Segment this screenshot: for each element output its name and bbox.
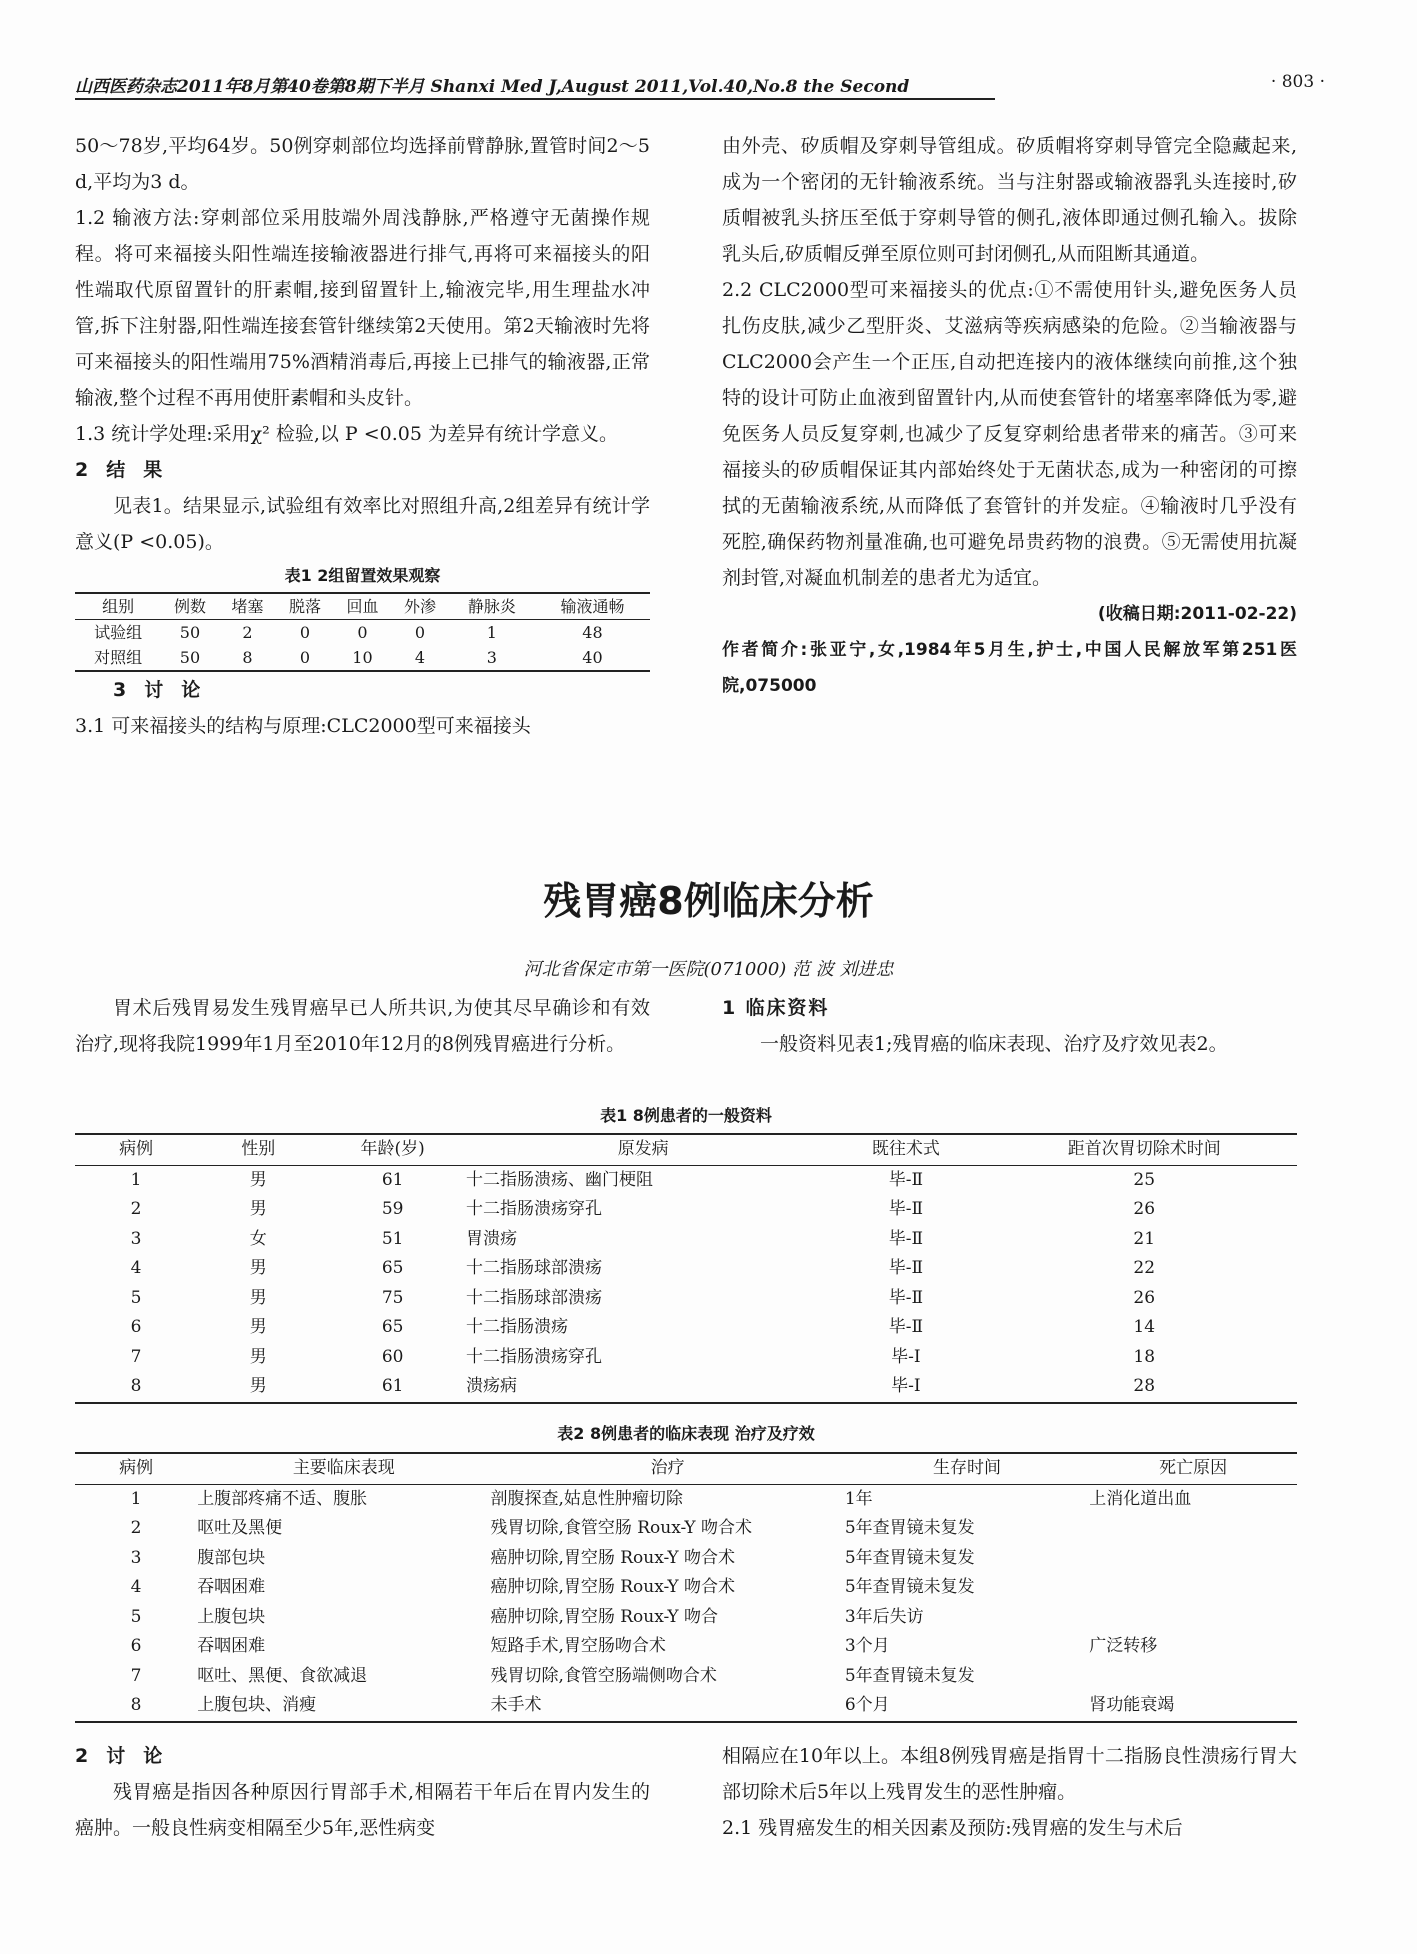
cell: 溃疡病 xyxy=(466,1376,517,1396)
cell: 上消化道出血 xyxy=(1089,1488,1192,1509)
header-rule xyxy=(75,98,995,100)
article-title: 残胃癌8例临床分析 xyxy=(543,879,874,923)
cell: 21 xyxy=(1133,1228,1156,1249)
header-cell: 病例 xyxy=(119,1139,154,1159)
paragraph: 由外壳、矽质帽及穿刺导管组成。矽质帽将穿刺导管完全隐藏起来,成为一个密闭的无针输液系统。当与注射器或输液器乳头连接时,矽质帽被乳头挤压至低于穿刺导管的侧孔,液体即通过侧孔输入。拔除乳头后,矽质帽反弹至原位则可封闭侧孔,从而阻断其通道。 xyxy=(722,135,1297,265)
cell: 残胃切除,食管空肠 Roux-Y 吻合术 xyxy=(490,1518,753,1538)
table-row xyxy=(75,1573,1297,1603)
paragraph: 2.2 CLC2000型可来福接头的优点:①不需使用针头,避免医务人员扎伤皮肤,减少乙型肝炎、艾滋病等疾病感染的危险。②当输液器与CLC2000会产生一个正压,自动把连接内的液体继续向前推,这个独特的设计可防止血液到留置针内,从而使套管针的堵塞率降低为零,避免医务人员反复穿刺,也减少了反复穿刺给患者带来的痛苦。③可来福接头的矽质帽保证其内部始终处于无菌状态,成为一种密闭的可擦拭的无菌输液系统,从而降低了套管针的并发症。④输液时几乎没有死腔,确保药物剂量准确,也可避免昂贵药物的浪费。⑤无需使用抗凝剂封管,对凝血机制差的患者尤为适宜。 xyxy=(722,279,1297,589)
article-affiliation: 河北省保定市第一医院(071000) 范 波 刘进忠 xyxy=(523,959,894,980)
table-row xyxy=(75,1691,1297,1722)
cell: 0 xyxy=(299,648,311,667)
table-row xyxy=(75,1254,1297,1284)
cell: 65 xyxy=(381,1258,404,1278)
cell: 22 xyxy=(1133,1258,1156,1278)
cell: 6个月 xyxy=(844,1695,890,1715)
cell: 0 xyxy=(357,623,368,642)
cell: 8 xyxy=(130,1695,142,1715)
cell: 2 xyxy=(130,1518,142,1538)
cell: 40 xyxy=(582,648,603,667)
cell: 毕-Ⅱ xyxy=(888,1317,924,1337)
header-cell: 性别 xyxy=(241,1139,276,1159)
author-bio: 作者简介:张亚宁,女,1984年5月生,护士,中国人民解放军第251医院,075000 xyxy=(722,640,1297,696)
cell: 0 xyxy=(299,623,311,642)
header-cell: 距首次胃切除术时间 xyxy=(1067,1139,1221,1159)
cell: 吞咽困难 xyxy=(197,1636,266,1656)
table-row xyxy=(75,1514,1297,1544)
cell: 5 xyxy=(130,1287,142,1308)
cell: 短路手术,胃空肠吻合术 xyxy=(490,1636,666,1656)
table-caption: 表1 2组留置效果观察 xyxy=(284,566,441,585)
header-cell: 治疗 xyxy=(650,1458,685,1478)
cell: 剖腹探查,姑息性肿瘤切除 xyxy=(490,1488,683,1509)
paragraph: 3.1 可来福接头的结构与原理:CLC2000型可来福接头 xyxy=(75,715,531,737)
header-cell: 回血 xyxy=(346,597,379,616)
header-cell: 原发病 xyxy=(617,1139,669,1159)
cell: 广泛转移 xyxy=(1089,1636,1158,1656)
cell xyxy=(1089,1603,1297,1633)
header-cell: 死亡原因 xyxy=(1159,1458,1228,1478)
cell: 5年查胃镜未复发 xyxy=(844,1547,975,1568)
journal-citation: 山西医药杂志2011年8月第40卷第8期下半月 Shanxi Med J,August 2011,Vol.40,No.8 the Second xyxy=(75,77,910,97)
table-row xyxy=(75,1225,1297,1255)
table-row xyxy=(75,1484,1297,1514)
table1-general-data xyxy=(75,1133,1297,1404)
table1-caption: 表1 8例患者的一般资料 xyxy=(600,1106,772,1125)
header-cell: 例数 xyxy=(173,597,206,616)
table-row xyxy=(75,1372,1297,1403)
cell: 毕-Ⅰ xyxy=(891,1376,921,1396)
cell: 18 xyxy=(1133,1346,1156,1367)
cell: 癌肿切除,胃空肠 Roux-Y 吻合术 xyxy=(490,1577,736,1597)
header-cell: 主要临床表现 xyxy=(292,1458,395,1478)
cell: 6 xyxy=(130,1317,142,1337)
header-cell: 年龄(岁) xyxy=(360,1139,425,1159)
paragraph: 50～78岁,平均64岁。50例穿刺部位均选择前臂静脉,置管时间2～5 d,平均为3 d。 xyxy=(75,135,650,193)
cell: 65 xyxy=(381,1317,404,1337)
table-row xyxy=(75,1195,1297,1225)
section-heading: 2 结 果 xyxy=(75,459,168,481)
cell: 25 xyxy=(1133,1169,1156,1190)
cell: 癌肿切除,胃空肠 Roux-Y 吻合术 xyxy=(490,1547,736,1568)
page-number: · 803 · xyxy=(1270,72,1325,92)
cell: 男 xyxy=(249,1258,267,1278)
paragraph: 见表1。结果显示,试验组有效率比对照组升高,2组差异有统计学意义(P <0.05)。 xyxy=(75,495,650,553)
cell: 上腹部疼痛不适、腹胀 xyxy=(197,1488,368,1509)
cell: 毕-Ⅱ xyxy=(888,1169,924,1190)
cell: 胃溃疡 xyxy=(466,1228,517,1249)
header-cell: 脱落 xyxy=(288,597,321,616)
cell: 上腹包块、消瘦 xyxy=(197,1695,317,1715)
cell: 75 xyxy=(381,1287,404,1308)
cell: 10 xyxy=(352,648,373,667)
table-row xyxy=(75,645,650,671)
table1-wrapper xyxy=(75,1133,1297,1404)
header-cell: 组别 xyxy=(102,597,135,616)
cell: 4 xyxy=(130,1577,142,1597)
cell: 毕-Ⅱ xyxy=(888,1228,924,1249)
header-cell: 既往术式 xyxy=(871,1139,940,1159)
paragraph: 一般资料见表1;残胃癌的临床表现、治疗及疗效见表2。 xyxy=(760,1033,1228,1055)
section-heading: 1 临床资料 xyxy=(722,997,830,1019)
cell: 50 xyxy=(179,623,201,642)
table-row xyxy=(75,1662,1297,1692)
cell: 1 xyxy=(486,623,497,642)
cell xyxy=(1089,1662,1297,1692)
cell xyxy=(1089,1573,1297,1603)
header-cell: 堵塞 xyxy=(231,597,264,616)
cell: 1 xyxy=(130,1169,142,1190)
cell: 3 xyxy=(486,648,497,667)
cell: 男 xyxy=(249,1199,267,1219)
cell: 腹部包块 xyxy=(197,1547,266,1568)
cell: 肾功能衰竭 xyxy=(1089,1695,1175,1715)
cell: 0 xyxy=(414,623,426,642)
cell: 26 xyxy=(1133,1287,1156,1308)
section-heading: 2 讨 论 xyxy=(75,1745,168,1767)
header-cell: 外渗 xyxy=(403,597,436,616)
running-header xyxy=(75,64,1337,100)
paragraph: 1.2 输液方法:穿刺部位采用肢端外周浅静脉,严格遵守无菌操作规程。将可来福接头阳性端连接输液器进行排气,再将可来福接头的阳性端取代原留置针的肝素帽,接到留置针上,输液完毕,用生理盐水冲管,拆下注射器,阳性端连接套管针继续第2天使用。第2天输液时先将可来福接头的阳性端用75%酒精消毒后,再接上已排气的输液器,正常输液,整个过程不再用使肝素帽和头皮针。 xyxy=(75,207,650,409)
cell: 试验组 xyxy=(94,623,143,642)
cell: 3年后失访 xyxy=(844,1606,924,1627)
header-cell: 生存时间 xyxy=(933,1458,1002,1478)
header-cell: 病例 xyxy=(119,1458,154,1478)
cell: 男 xyxy=(249,1376,267,1396)
paragraph: 相隔应在10年以上。本组8例残胃癌是指胃十二指肠良性溃疡行胃大部切除术后5年以上残胃发生的恶性肿瘤。 xyxy=(722,1745,1297,1803)
cell: 癌肿切除,胃空肠 Roux-Y 吻合 xyxy=(490,1606,719,1627)
table-header-row xyxy=(75,1453,1297,1484)
cell: 毕-Ⅱ xyxy=(888,1258,924,1278)
cell: 61 xyxy=(381,1376,404,1396)
table-row xyxy=(75,620,650,646)
cell: 对照组 xyxy=(94,648,143,667)
cell: 未手术 xyxy=(490,1695,542,1715)
paragraph: 2.1 残胃癌发生的相关因素及预防:残胃癌的发生与术后 xyxy=(722,1817,1183,1839)
cell: 51 xyxy=(381,1228,404,1249)
cell: 5 xyxy=(130,1606,142,1627)
cell: 毕-Ⅱ xyxy=(888,1287,924,1308)
cell: 毕-Ⅰ xyxy=(891,1346,921,1367)
table-row xyxy=(75,1313,1297,1343)
cell: 59 xyxy=(381,1199,404,1219)
cell: 2 xyxy=(130,1199,142,1219)
cell: 3 xyxy=(130,1228,142,1249)
discussion-right xyxy=(722,1738,1297,1846)
table2-wrapper xyxy=(75,1452,1297,1723)
cell: 8 xyxy=(130,1376,142,1396)
cell: 4 xyxy=(414,648,426,667)
clinical-data-section xyxy=(722,990,1297,1062)
cell: 十二指肠球部溃疡 xyxy=(466,1287,602,1308)
cell: 5年查胃镜未复发 xyxy=(844,1665,975,1686)
table-row xyxy=(75,1284,1297,1314)
cell: 毕-Ⅱ xyxy=(888,1199,924,1219)
cell xyxy=(1089,1544,1297,1574)
cell: 男 xyxy=(249,1287,267,1308)
paragraph: 胃术后残胃易发生残胃癌早已人所共识,为使其尽早确诊和有效治疗,现将我院1999年1月至2010年12月的8例残胃癌进行分析。 xyxy=(75,997,650,1055)
cell: 7 xyxy=(130,1346,142,1367)
header-cell: 静脉炎 xyxy=(467,597,516,616)
cell: 吞咽困难 xyxy=(197,1577,266,1597)
cell: 上腹包块 xyxy=(197,1606,266,1627)
cell: 男 xyxy=(249,1169,267,1190)
cell: 28 xyxy=(1133,1376,1156,1396)
table-header-row xyxy=(75,1134,1297,1165)
cell: 1 xyxy=(130,1488,142,1509)
table-row xyxy=(75,1544,1297,1574)
table-row xyxy=(75,1603,1297,1633)
cell xyxy=(1089,1514,1297,1544)
cell: 十二指肠溃疡、幽门梗阻 xyxy=(466,1169,653,1190)
received-date: (收稿日期:2011-02-22) xyxy=(1097,604,1297,624)
cell: 8 xyxy=(242,648,253,667)
cell: 十二指肠溃疡 xyxy=(466,1317,568,1337)
cell: 男 xyxy=(249,1346,267,1367)
cell: 3个月 xyxy=(844,1636,890,1656)
left-column-top xyxy=(75,128,650,744)
paragraph: 1.3 统计学处理:采用χ² 检验,以 P <0.05 为差异有统计学意义。 xyxy=(75,423,618,445)
cell: 1年 xyxy=(844,1488,873,1509)
cell: 女 xyxy=(249,1228,267,1249)
header-cell: 输液通畅 xyxy=(560,597,625,616)
table-header-row xyxy=(75,593,650,620)
cell: 26 xyxy=(1133,1199,1156,1219)
section-heading: 3 讨 论 xyxy=(113,679,206,701)
table-row xyxy=(75,1632,1297,1662)
cell: 十二指肠溃疡穿孔 xyxy=(466,1346,602,1367)
cell: 男 xyxy=(249,1317,267,1337)
cell: 十二指肠溃疡穿孔 xyxy=(466,1199,602,1219)
table2-caption: 表2 8例患者的临床表现 治疗及疗效 xyxy=(557,1424,815,1443)
paragraph: 残胃癌是指因各种原因行胃部手术,相隔若干年后在胃内发生的癌肿。一般良性病变相隔至少5年,恶性病变 xyxy=(75,1781,650,1839)
discussion-left xyxy=(75,1738,650,1846)
cell: 2 xyxy=(242,623,253,642)
cell: 残胃切除,食管空肠端侧吻合术 xyxy=(490,1665,717,1686)
cell: 十二指肠球部溃疡 xyxy=(466,1258,602,1278)
right-column-top xyxy=(722,128,1297,704)
cell: 48 xyxy=(582,623,603,642)
cell: 呕吐及黑便 xyxy=(197,1518,283,1538)
cell: 呕吐、黑便、食欲减退 xyxy=(197,1665,368,1686)
cell: 61 xyxy=(381,1169,404,1190)
cell: 5年查胃镜未复发 xyxy=(844,1518,975,1538)
table2-clinical-outcomes xyxy=(75,1452,1297,1723)
cell: 5年查胃镜未复发 xyxy=(844,1577,975,1597)
table-row xyxy=(75,1165,1297,1195)
retention-table xyxy=(75,592,650,672)
cell: 60 xyxy=(381,1346,404,1367)
article-intro xyxy=(75,990,650,1062)
cell: 14 xyxy=(1133,1317,1156,1337)
cell: 7 xyxy=(130,1665,142,1686)
cell: 4 xyxy=(130,1258,142,1278)
cell: 6 xyxy=(130,1636,142,1656)
table-row xyxy=(75,1343,1297,1373)
cell: 3 xyxy=(130,1547,142,1568)
cell: 50 xyxy=(179,648,201,667)
